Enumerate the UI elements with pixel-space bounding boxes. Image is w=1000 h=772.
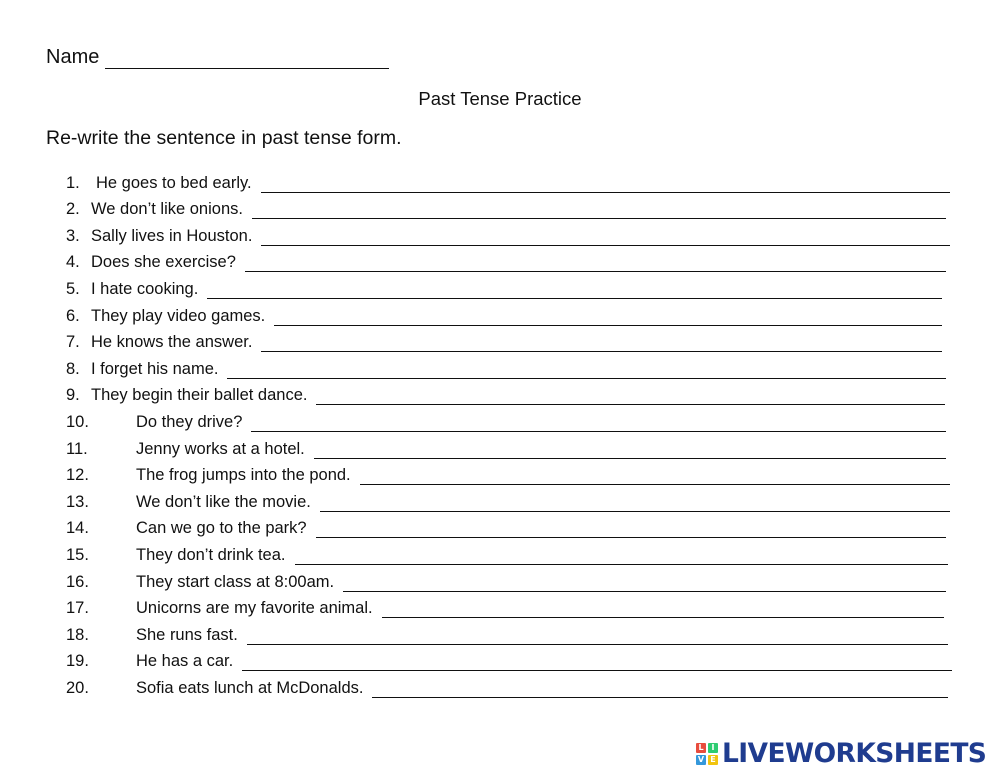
question-row xyxy=(66,193,956,220)
question-row xyxy=(66,299,956,326)
question-number: 17. xyxy=(66,599,89,618)
answer-line[interactable] xyxy=(261,229,950,246)
logo-letter-block: L xyxy=(696,743,706,753)
question-number: 13. xyxy=(66,492,89,511)
name-label: Name xyxy=(46,46,100,68)
question-number: 4. xyxy=(66,253,80,272)
question-number: 14. xyxy=(66,519,89,538)
question-row xyxy=(66,379,956,406)
question-row xyxy=(66,219,956,246)
question-text: I hate cooking. xyxy=(91,279,199,298)
question-text: We don’t like onions. xyxy=(91,200,243,219)
question-text: They start class at 8:00am. xyxy=(136,572,335,591)
question-number: 3. xyxy=(66,226,80,245)
question-number: 9. xyxy=(66,386,80,405)
question-row xyxy=(66,485,956,512)
question-row xyxy=(66,352,956,379)
question-text: They begin their ballet dance. xyxy=(91,386,308,405)
answer-line[interactable] xyxy=(295,548,949,565)
answer-line[interactable] xyxy=(242,654,952,671)
question-row xyxy=(66,246,956,273)
question-number: 11. xyxy=(66,439,88,458)
question-text: They play video games. xyxy=(91,306,266,325)
question-number: 6. xyxy=(66,306,80,325)
question-row xyxy=(66,565,956,592)
question-row xyxy=(66,512,956,539)
answer-line[interactable] xyxy=(252,202,946,219)
question-row xyxy=(66,618,956,645)
worksheet-title: Past Tense Practice xyxy=(418,88,582,109)
answer-line[interactable] xyxy=(372,681,948,698)
logo-text: LIVEWORKSHEETS xyxy=(722,738,987,769)
instructions: Re-write the sentence in past tense form. xyxy=(46,127,402,149)
question-row xyxy=(66,326,956,353)
answer-line[interactable] xyxy=(316,521,946,538)
question-number: 8. xyxy=(66,359,80,378)
answer-line[interactable] xyxy=(360,468,950,485)
question-number: 7. xyxy=(66,333,80,352)
logo-letter-block: E xyxy=(708,755,718,765)
logo-blocks-icon xyxy=(696,743,718,765)
answer-line[interactable] xyxy=(314,442,946,459)
answer-line[interactable] xyxy=(207,282,942,299)
question-number: 1. xyxy=(66,173,80,192)
question-text: Unicorns are my favorite animal. xyxy=(136,599,373,618)
logo-letter-block: I xyxy=(708,743,718,753)
answer-line[interactable] xyxy=(251,415,946,432)
question-text: Do they drive? xyxy=(136,412,243,431)
question-number: 19. xyxy=(66,652,89,671)
liveworksheets-logo xyxy=(696,738,986,769)
name-field-row xyxy=(46,46,389,69)
question-text: We don’t like the movie. xyxy=(136,492,311,511)
question-text: They don’t drink tea. xyxy=(136,545,286,564)
question-number: 10. xyxy=(66,412,89,431)
answer-line[interactable] xyxy=(316,388,945,405)
question-number: 12. xyxy=(66,466,89,485)
answer-line[interactable] xyxy=(245,255,946,272)
question-text: Does she exercise? xyxy=(91,253,236,272)
question-number: 20. xyxy=(66,678,89,697)
name-input-line[interactable] xyxy=(105,48,389,69)
question-row xyxy=(66,272,956,299)
answer-line[interactable] xyxy=(261,176,950,193)
question-row xyxy=(66,432,956,459)
question-text: The frog jumps into the pond. xyxy=(136,466,351,485)
answer-line[interactable] xyxy=(227,362,946,379)
question-number: 2. xyxy=(66,200,80,219)
question-text: She runs fast. xyxy=(136,625,238,644)
question-text: Jenny works at a hotel. xyxy=(136,439,305,458)
question-text: Sofia eats lunch at McDonalds. xyxy=(136,678,364,697)
question-text: He has a car. xyxy=(136,652,234,671)
logo-letter-block: V xyxy=(697,755,705,764)
question-list xyxy=(66,166,956,698)
question-text: Can we go to the park? xyxy=(136,519,307,538)
answer-line[interactable] xyxy=(274,309,942,326)
question-number: 15. xyxy=(66,545,89,564)
question-row xyxy=(66,538,956,565)
question-row xyxy=(66,671,956,698)
question-row xyxy=(66,166,956,193)
question-row xyxy=(66,459,956,486)
answer-line[interactable] xyxy=(343,575,946,592)
question-number: 18. xyxy=(66,625,89,644)
answer-line[interactable] xyxy=(261,335,942,352)
question-text: He goes to bed early. xyxy=(96,173,252,192)
question-number: 5. xyxy=(66,279,80,298)
question-text: I forget his name. xyxy=(91,359,219,378)
question-row xyxy=(66,592,956,619)
answer-line[interactable] xyxy=(247,628,948,645)
question-row xyxy=(66,645,956,672)
answer-line[interactable] xyxy=(320,495,950,512)
question-text: He knows the answer. xyxy=(91,333,253,352)
question-text: Sally lives in Houston. xyxy=(91,226,253,245)
answer-line[interactable] xyxy=(382,601,944,618)
question-number: 16. xyxy=(66,572,89,591)
question-row xyxy=(66,405,956,432)
